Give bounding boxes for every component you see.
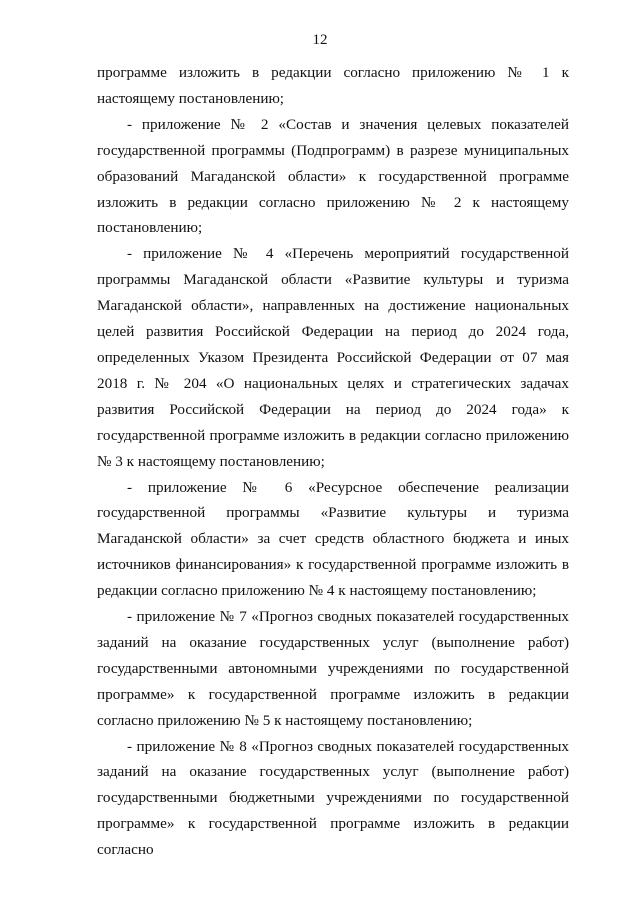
paragraph-appendix-8: - приложение № 8 «Прогноз сводных показателей государственных заданий на оказание государственных услуг (выполнение работ) государственными бюджетными учреждениями по государственной программе» к государственной программе изложить в редакции согласно	[97, 737, 569, 859]
paragraph-appendix-7: - приложение № 7 «Прогноз сводных показателей государственных заданий на оказание государственных услуг (выполнение работ) государственными автономными учреждениями по государственной программе» к государственной программе изложить в редакции согласно приложению № 5 к настоящему постановлению;	[97, 608, 569, 729]
document-body	[97, 60, 569, 863]
paragraph-appendix-4: - приложение № 4 «Перечень мероприятий государственной программы Магаданской области «Развитие культуры и туризма Магаданской области», направленных на достижение национальных целей развития Российской Федерации на период до 2024 года, определенных Указом Президента Российской Федерации от 07 мая 2018 г. № 204 «О национальных целях и стратегических задачах развития Российской Федерации на период до 2024 года» к государственной программе изложить в редакции согласно приложению № 3 к настоящему постановлению;	[97, 245, 569, 470]
page-number: 12	[312, 32, 328, 48]
paragraph-continuation: программе изложить в редакции согласно приложению № 1 к настоящему постановлению;	[97, 64, 569, 107]
paragraph-appendix-2: - приложение № 2 «Состав и значения целевых показателей государственной программы (Подпрограмм) в разрезе муниципальных образований Магаданской области» к государственной программе изложить в редакции согласно приложению № 2 к настоящему постановлению;	[97, 115, 569, 237]
paragraph-appendix-6: - приложение № 6 «Ресурсное обеспечение реализации государственной программы «Развитие культуры и туризма Магаданской области» за счет средств областного бюджета и иных источников финансирования» к государственной программе изложить в редакции согласно приложению № 4 к настоящему постановлению;	[97, 478, 569, 600]
